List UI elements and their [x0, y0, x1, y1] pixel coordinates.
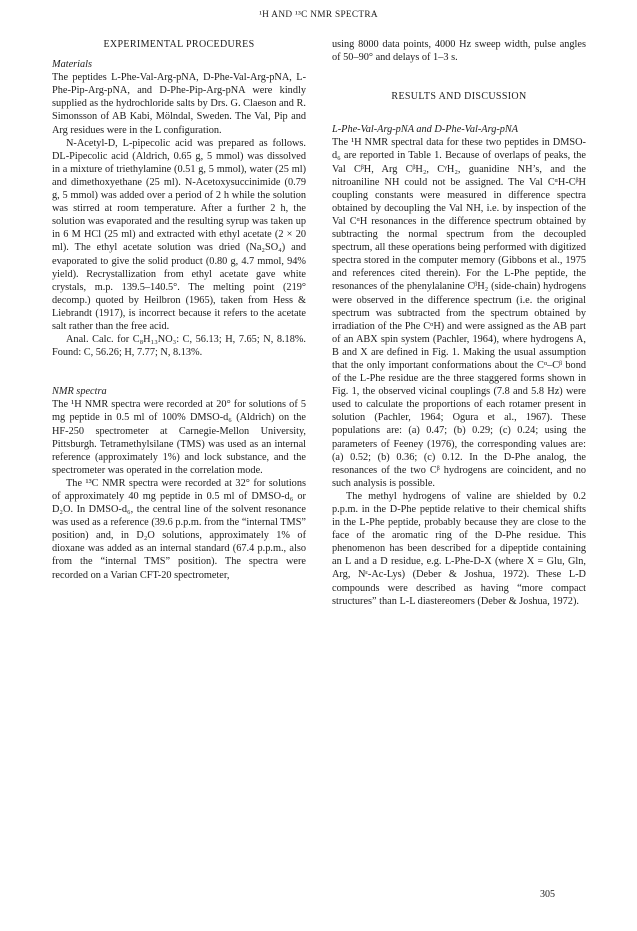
elemental-analysis: Anal. Calc. for C₈H₁₃NO₃: C, 56.13; H, 7.65; N, 8.18%. Found: C, 56.26; H, 7.77; N, 8.13%. [52, 334, 306, 359]
running-header: ¹H AND ¹³C NMR SPECTRA [259, 10, 378, 20]
results-discussion-heading: RESULTS AND DISCUSSION [391, 91, 527, 103]
materials-subheading: Materials [52, 59, 93, 71]
spacer [332, 64, 586, 90]
materials-paragraph-1: The peptides L-Phe-Val-Arg-pNA, D-Phe-Val-Arg-pNA, L-Phe-Pip-Arg-pNA, and D-Phe-Pip-Arg-pNA were kindly supplied as the hydrochloride salts by Drs. G. Claeson and R. Simonsson of AB Kabi, Mölndal, Sweden. The Val, Pip and Arg residues were in the L configuration. [52, 72, 306, 136]
continued-paragraph: using 8000 data points, 4000 Hz sweep width, pulse angles of 50–90° and delays of 1–3 s. [332, 39, 586, 64]
nmr-spectra-subheading: NMR spectra [52, 386, 107, 398]
results-paragraph-2: The methyl hydrogens of valine are shielded by 0.2 p.p.m. in the D-Phe peptide relative to their chemical shifts in the L-Phe peptide, probably because they are close to the face of the aromatic ring of the D-Phe residue. This phenomenon has been described for a dipeptide containing an L and a D residue, e.g. L-Phe-D-X (where X = Glu, Gln, Arg, Nᵋ-Ac-Lys) (Deber & Joshua, 1972). These L-D compounds were described as having “more compact structures” than L-L diastereomers (Deber & Joshua, 1972). [332, 490, 586, 607]
peptides-subheading: L-Phe-Val-Arg-pNA and D-Phe-Val-Arg-pNA [332, 124, 519, 136]
spacer [332, 110, 586, 123]
nmr-paragraph-1: The ¹H NMR spectra were recorded at 20° for solutions of 5 mg peptide in 0.5 ml of 100% DMSO-d₆ (Aldrich) on the HF-250 spectrometer at Carnegie-Mellon University, Pittsburgh. Tetramethylsilane (TMS) was used as an internal reference (approximately 1%) and lock substance, and the spectrometer was operated in the correlation mode. [52, 399, 306, 476]
nmr-paragraph-2: The ¹³C NMR spectra were recorded at 32° for solutions of approximately 40 mg peptide in 0.5 ml of DMSO-d₆ or D₂O. In DMSO-d₆, the central line of the solvent resonance was used as a reference (39.6 p.p.m. from the “internal TMS” position) and, in D₂O solutions, approximately 1% of dioxane was added as an internal standard (67.4 p.p.m., also from the “internal TMS” position). The spectra were recorded on a Varian CFT-20 spectrometer, [52, 477, 306, 581]
materials-paragraph-2: N-Acetyl-D, L-pipecolic acid was prepared as follows. DL-Pipecolic acid (Aldrich, 0.65 g, 5 mmol) was dissolved in a mixture of triethylamine (0.51 g, 5 mmol), water (25 ml) and dimethoxyethane (25 ml). N-Acetoxysuccinimide (0.79 g, 5 mmol) was added over a period of 2 h while the solution was stirred at room temperature. After a further 2 h, the solution was evaporated and the resulting syrup was taken up in 6 M HCl (25 ml) and extracted with ethyl acetate (2 × 20 ml). The ethyl acetate solution was dried (Na₂SO₄) and evaporated to give the solid product (0.80 g, 4.7 mmol, 94% yield). Recrystallization from ethyl acetate gave white crystals, m.p. 139.5–140.5°. The melting point (219° decomp.) quoted by Heilbron (1965), taken from Hess & Liebrandt (1917), is incorrect because it refers to the acetate salt rather than the free acid. [52, 137, 306, 332]
page-number: 305 [540, 889, 555, 900]
experimental-procedures-heading: EXPERIMENTAL PROCEDURES [103, 39, 255, 50]
results-paragraph-1: The ¹H NMR spectral data for these two peptides in DMSO-d₆ are reported in Table 1. Because of overlaps of peaks, the Val CᵝH, Arg CᵝH₂, CᵞH₂, guanidine NH’s, and the nitroaniline NH could not be assigned. The Val CᵅH-CᵝH coupling constants were measured in difference spectra obtained by decoupling the Val NH, i.e. by inspection of the Val CᵅH resonances in the difference spectrum obtained by subtracting the normal spectrum from the decoupled spectrum, all these operations being performed with digitized spectra stored in the computer memory (Gibbons et al., 1975 and references cited therein). For the L-Phe peptide, the resonances of the phenylalanine CᵝH₂ (side-chain) hydrogens were observed in the difference spectrum (i.e. the original spectrum was subtracted from the spectrum obtained by irradiation of the Phe CᵅH) and were assigned as the AB part of an ABX spin system (Pachler, 1964), where hydrogens A, B and X are defined in Fig. 1. Making the usual assumption that the only important conformations about the Cᵅ–Cᵝ bond of the L-Phe residue are the three staggered forms shown in Fig. 1, the observed vicinal couplings (7.8 and 5.8 Hz) were used to calculate the proportions of each rotamer present in solution (Pachler, 1964; Ogura et al., 1967). These populations are: (a) 0.47; (b) 0.29; (c) 0.24; using the parameters of Feeney (1976), the corresponding values are: (a) 0.52; (b) 0.36; (c) 0.12. In the D-Phe analog, the resonances of the two Cᵝ hydrogens are coincident, and no such analysis is possible. [332, 137, 586, 489]
spacer [52, 359, 306, 385]
left-column [52, 38, 306, 582]
right-column [332, 38, 586, 608]
